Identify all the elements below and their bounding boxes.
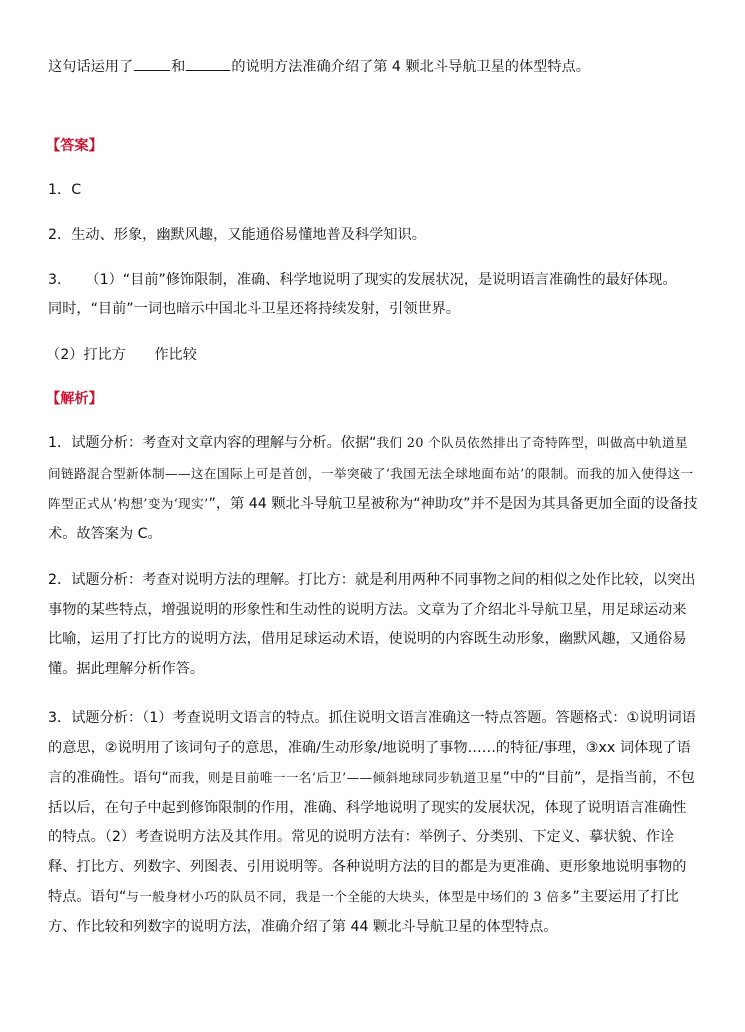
analysis-paragraph-2: 2．试题分析：考查对说明方法的理解。打比方：就是利用两种不同事物之间的相似之处作比较，以突出事物的某些特点，增强说明的形象性和生动性的说明方法。文章为了介绍北斗导航卫星，用足球运动来比喻，运用了打比方的说明方法，借用足球运动术语，使说明的内容既生动形象，幽默风趣，又通俗易懂。据此理解分析作答。 bbox=[48, 572, 696, 677]
analysis-paragraph-3 bbox=[48, 704, 700, 942]
answer-heading: 【答案】 bbox=[46, 138, 103, 154]
question-text-1: 这句话运用了 bbox=[48, 59, 134, 75]
question-text-2: 和 bbox=[171, 59, 186, 75]
analysis-paragraph-1 bbox=[48, 428, 700, 549]
analysis-heading: 【解析】 bbox=[46, 391, 103, 407]
analysis-3-quote-2: 与一般身材小巧的队员不同，我是一个全能的大块头，体型是中场们的 3 倍多 bbox=[126, 889, 573, 904]
answer-blank-2 bbox=[186, 56, 230, 71]
answer-3-line-2: 同时，“目前”一词也暗示中国北斗卫星还将持续发射，引领世界。 bbox=[48, 301, 460, 317]
analysis-1-quote: 我们 20 个队员依然排出了奇特阵型，叫做高中轨道星间链路混合型新体制——这在国际上可是首创，一举突破了‘我国无法全球地面布站’的限制。而我的加入使得这一阵型正式从‘构想’变为‘现实’ bbox=[48, 435, 694, 511]
question-text-3: 的说明方法准确介绍了第 4 颗北斗导航卫星的体型特点。 bbox=[231, 59, 590, 75]
question-line bbox=[48, 56, 705, 77]
analysis-1-text-a: 1．试题分析：考查对文章内容的理解与分析。依据“ bbox=[48, 435, 377, 451]
analysis-3-quote-1: 而我，则是目前唯一一名‘后卫’——倾斜地球同步轨道卫星 bbox=[168, 770, 503, 785]
analysis-3-text-a: 3．试题分析：（1）考查说明文语言的特点。抓住说明文语言准确这一特点答题。答题格式：①说明词语的意思，②说明用了该词句子的意思，准确/生动形象/地说明了事物……的特征/事理，③xx 词体现了语言的准确性。语句“ bbox=[48, 710, 696, 786]
answer-3-part-2: （2）打比方 作比较 bbox=[46, 347, 197, 363]
analysis-3-text-c: ”主要运用了打比方、作比较和列数字的说明方法，准确介绍了第 44 颗北斗导航卫星的体型特点。 bbox=[48, 889, 679, 935]
analysis-3-text-b: ”中的“目前”，是指当前，不包括以后，在句子中起到修饰限制的作用，准确、科学地说明了现实的发展状况，体现了说明语言准确性的特点。（2）考查说明方法及其作用。常见的说明方法有：举例子、分类别、下定义、摹状貌、作诠释、打比方、列数字、列图表、引用说明等。各种说明方法的目的都是为更准确、更形象地说明事物的特点。语句“ bbox=[48, 770, 695, 905]
analysis-1-text-b: ”，第 44 颗北斗导航卫星被称为“神助攻”并不是因为其具备更加全面的设备技术。故答案为 C。 bbox=[48, 496, 698, 542]
answer-3-line-1: 3． （1）“目前”修饰限制，准确、科学地说明了现实的发展状况，是说明语言准确性的最好体现。 bbox=[48, 272, 677, 288]
answer-2: 2．生动、形象，幽默风趣，又能通俗易懂地普及科学知识。 bbox=[48, 227, 426, 243]
answer-blank-1 bbox=[134, 56, 170, 71]
answer-1: 1．C bbox=[48, 182, 82, 198]
